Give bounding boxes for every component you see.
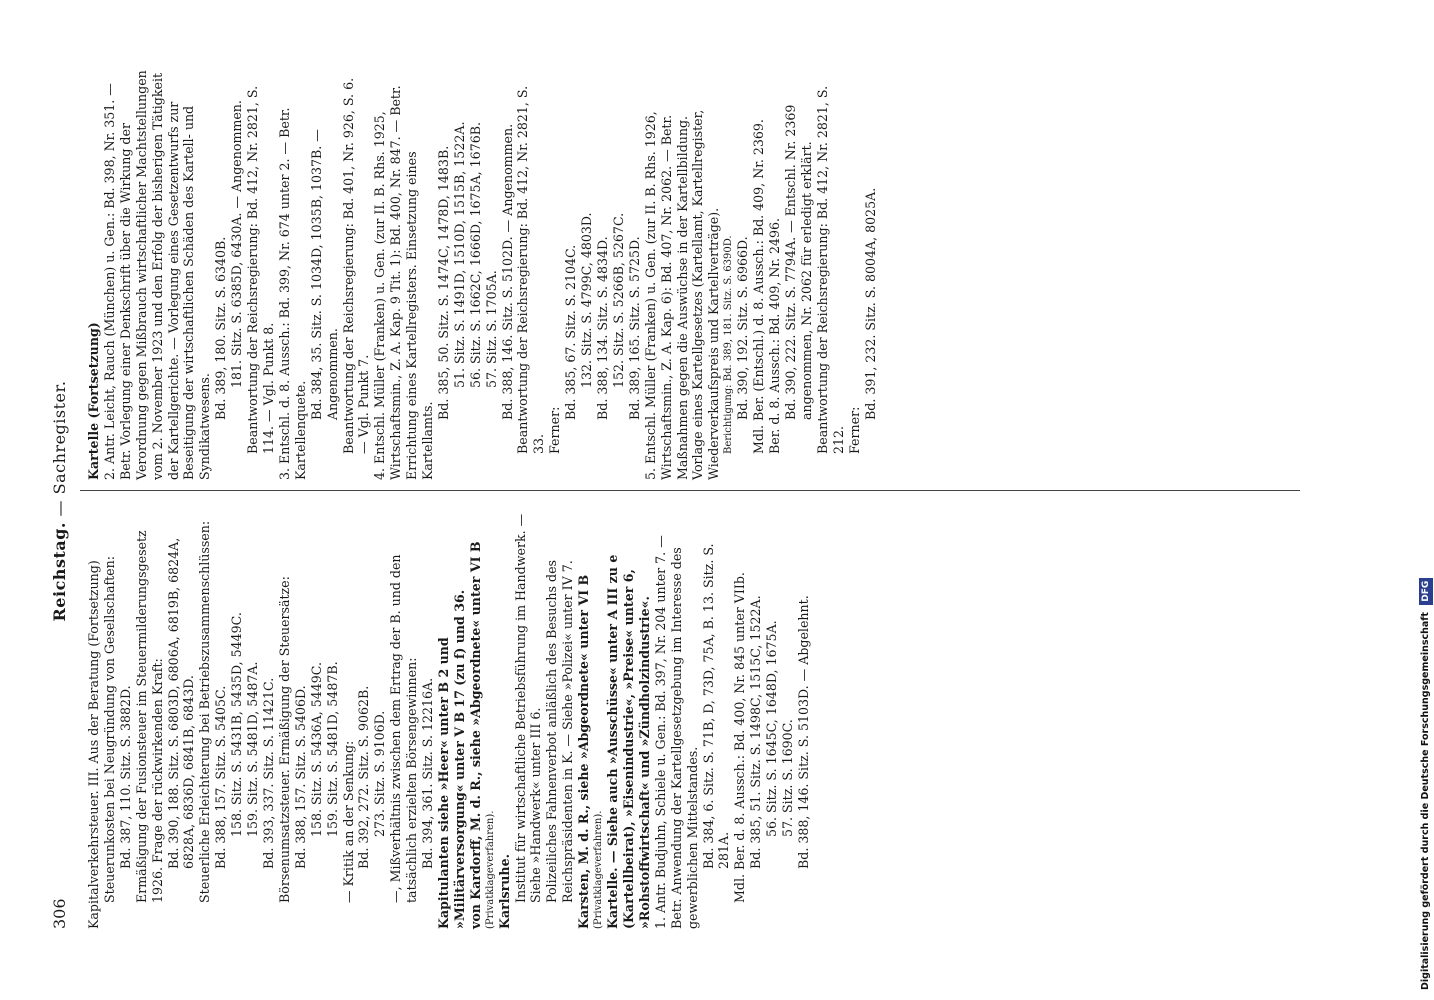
page-header	[50, 67, 84, 935]
index-entry: Steuerunkosten bei Neugründung von Gesellschaften:	[101, 556, 117, 903]
index-entry: 4. Entschl. Müller (Franken) u. Gen. (zur II. B. Rhs. 1925, Wirtschaftsmin., Z. A. Kap. 9 Tit. 1): Bd. 400, Nr. 847. — Betr. Errichtung eines Kartellregisters. Einsetzung eines Kartellamts.	[372, 85, 436, 480]
index-entry: von Kardorff, M. d. R., siehe »Abgeordnete« unter VI B	[467, 541, 483, 929]
index-entry: Kapitalverkehrsteuer. III. Aus der Beratung (Fortsetzung)	[86, 560, 101, 929]
index-entry: Börsenumsatzsteuer. Ermäßigung der Steuersätze:	[276, 576, 292, 903]
index-entry: 158. Sitz. S. 5436A, 5449C.	[308, 662, 324, 837]
document-page	[50, 67, 1340, 935]
index-entry: 181. Sitz. S. 6385D, 6430A. — Angenommen.	[229, 100, 245, 388]
index-entry: Institut für wirtschaftliche Betriebsführung im Handwerk. — Siehe »Handwerk« unter III 6.	[512, 513, 544, 903]
page-number: 306	[50, 898, 69, 929]
index-entry: Karlsruhe.	[496, 854, 512, 929]
index-entry: Ferner:	[846, 406, 862, 454]
index-entry: 56. Sitz. S. 1645C, 1648D, 1675A.	[764, 620, 780, 837]
index-entry: Polizeiliches Fahnenverbot anläßlich des Besuchs des Reichspräsidenten in K. — Siehe »Polizei« unter IV 7.	[544, 560, 576, 903]
index-entry: Bd. 384, 6. Sitz. S. 71B, D, 73D, 75A, B. 13. Sitz. S. 281A.	[700, 543, 732, 869]
index-entry: Bd. 391, 232. Sitz. S. 8004A, 8025A.	[862, 187, 878, 420]
index-entry: Ferner:	[547, 406, 563, 454]
index-entry: Bd. 384, 35. Sitz. S. 1034D, 1035B, 1037B. — Angenommen.	[308, 129, 340, 420]
index-entry: Bd. 392, 272. Sitz. S. 9062B.	[356, 685, 372, 869]
index-entry: (Privatklageverfahren).	[593, 810, 605, 929]
index-entry: 158. Sitz. S. 5431B, 5435D, 5449C.	[229, 612, 245, 837]
index-entry: Karsten, M. d. R., siehe »Abgeordnete« unter VI B	[576, 574, 592, 929]
index-entry: Bd. 385, 50. Sitz. S. 1474C, 1478D, 1483B.	[435, 145, 451, 420]
index-entry: 159. Sitz. S. 5481D, 5487A.	[245, 661, 261, 837]
index-entry: Ermäßigung der Fusionsteuer im Steuermilderungsgesetz 1926. Frage der rückwirkenden Kraft:	[133, 530, 165, 903]
index-entry: —, Mißverhältnis zwischen dem Ertrag der B. und den tatsächlich erzielten Börsengewinnen:	[388, 554, 420, 903]
index-entry: 159. Sitz. S. 5481D, 5487B.	[324, 661, 340, 837]
index-entry: 2. Antr. Leicht, Rauch (München) u. Gen.: Bd. 398, Nr. 351. — Betr. Vorlegung einer Denkschrift über die Wirkung der Verordnung gegen Mißbrauch wirtschaftlicher Machtstellungen vom 2. November 1923 und den Erfolg der bisherigen Tätigkeit der Kartellgerichte. — Vorlegung eines Gesetzentwurfs zur Beseitigung der wirtschaftlichen Schäden des Kartell- und Syndikatwesens.	[101, 70, 213, 480]
index-entry: Berichtigung: Bd. 389, 181. Sitz. S. 6390D.	[723, 235, 735, 454]
index-entry: Bd. 388, 157. Sitz. S. 5405C.	[213, 685, 229, 869]
index-entry: Kapitulanten siehe »Heer« unter B 2 und »Militärversorgung« unter V B 17 (zu f) und 36.	[435, 589, 467, 929]
index-entry: 5. Entschl. Müller (Franken) u. Gen. (zur II. B. Rhs. 1926, Wirtschaftsmin., Z. A. Kap. 6): Bd. 407, Nr. 2062. — Betr. Maßnahmen gegen die Auswüchse in der Kartellbildung. Vorlage eines Kartellgesetzes (Kartellamt, Kartellregister, Wiederverkaufspreis und Kartellverträge).	[642, 109, 722, 480]
index-entry: Mdl. Ber. d. 8. Aussch.: Bd. 400, Nr. 845 unter VIIb.	[732, 572, 748, 903]
index-entry: Ber. d. 8. Aussch.: Bd. 409, Nr. 2496.	[767, 217, 783, 454]
index-entry: Bd. 385, 51. Sitz. S. 1498C, 1515C, 1522A.	[748, 595, 764, 869]
index-entry: Bd. 388, 157. Sitz. S. 5406D.	[292, 685, 308, 869]
index-entry: 152. Sitz. S. 5266B, 5267C.	[610, 212, 626, 388]
index-entry: 132. Sitz. S. 4799C, 4803D.	[579, 212, 595, 388]
index-entry: (Privatklageverfahren).	[484, 810, 496, 929]
index-entry: Bd. 385, 67. Sitz. S. 2104C.	[563, 244, 579, 420]
column-divider	[80, 490, 1300, 491]
footer-credit	[1418, 0, 1434, 990]
index-entry: 51. Sitz. S. 1491D, 1510D, 1515B, 1522A.	[451, 121, 467, 388]
running-head-right: Sachregister.	[50, 380, 69, 495]
index-entry: Bd. 390, 222. Sitz. S. 7794A. — Entschl. Nr. 2369 angenommen, Nr. 2062 für erledigt erklärt.	[782, 104, 814, 420]
index-entry: Beantwortung der Reichsregierung: Bd. 401, Nr. 926, S. 6. — Vgl. Punkt 7.	[340, 77, 372, 454]
index-entry: 56. Sitz. S. 1662C, 1666D, 1675A, 1676B.	[467, 122, 483, 388]
index-entry: Bd. 389, 180. Sitz. S. 6340B.	[213, 236, 229, 420]
index-entry: Bd. 387, 110. Sitz. S. 3882D.	[117, 685, 133, 869]
index-entry: 57. Sitz. S. 1690C.	[780, 719, 796, 837]
dfg-logo: DFG	[1419, 578, 1433, 605]
index-entry: Bd. 394, 361. Sitz. S. 12216A.	[420, 677, 436, 869]
index-entry: Bd. 388, 146. Sitz. S. 5103D. — Abgelehnt.	[795, 595, 811, 869]
index-entry: Steuerliche Erleichterung bei Betriebszusammenschlüssen:	[197, 520, 213, 903]
running-head-separator: —	[50, 499, 69, 517]
index-entry: 3. Entschl. d. 8. Aussch.: Bd. 399, Nr. 674 unter 2. — Betr. Kartellenquete.	[276, 107, 308, 480]
footer-text: Digitalisierung gefördert durch die Deutsche Forschungsgemeinschaft	[1420, 612, 1431, 990]
index-entry: Bd. 388, 146. Sitz. S. 5102D. — Angenommen.	[499, 123, 515, 420]
index-entry: Beantwortung der Reichsregierung: Bd. 412, Nr. 2821, S. 212.	[814, 85, 846, 454]
index-entry: 57. Sitz. S. 1705A.	[483, 270, 499, 388]
running-head-left: Reichstag.	[50, 522, 69, 622]
index-entry: Kartelle. — Siehe auch »Ausschüsse« unter A III zu e (Kartellbeirat), »Eisenindustrie«, »Preise« unter 6, »Rohstoffwirtschaft« und »Zündholzindustrie«.	[605, 554, 652, 929]
right-column	[86, 70, 878, 480]
index-entry: Bd. 393, 337. Sitz. S. 11421C.	[260, 677, 276, 869]
index-entry: Mdl. Ber. (Entschl.) d. 8. Aussch.: Bd. 409, Nr. 2369.	[751, 119, 767, 454]
index-entry: Bd. 390, 188. Sitz. S. 6803D, 6806A, 6819B, 6824A, 6828A, 6836D, 6841B, 6843D.	[165, 537, 197, 869]
running-head	[52, 67, 68, 935]
index-entry: Bd. 389, 165. Sitz. S. 5725D.	[626, 236, 642, 420]
index-entry: Beantwortung der Reichsregierung: Bd. 412, Nr. 2821, S. 33.	[515, 85, 547, 454]
index-entry: Bd. 390, 192. Sitz. S. 6966D.	[735, 236, 751, 420]
index-entry: Bd. 388, 134. Sitz. S. 4834D.	[595, 236, 610, 420]
index-entry: — Kritik an der Senkung:	[340, 740, 356, 903]
index-entry: Beantwortung der Reichsregierung: Bd. 412, Nr. 2821, S. 114. — Vgl. Punkt 8.	[245, 85, 276, 454]
index-entry: 273. Sitz. S. 9106D.	[372, 710, 388, 837]
left-column	[86, 504, 812, 929]
index-entry: 1. Antr. Budjuhn, Schiele u. Gen.: Bd. 397, Nr. 204 unter 7. — Betr. Anwendung der Kartellgesetzgebung im Interesse des gewerblichen Mittelstandes.	[652, 535, 700, 929]
index-entry: Kartelle (Fortsetzung)	[86, 322, 101, 480]
